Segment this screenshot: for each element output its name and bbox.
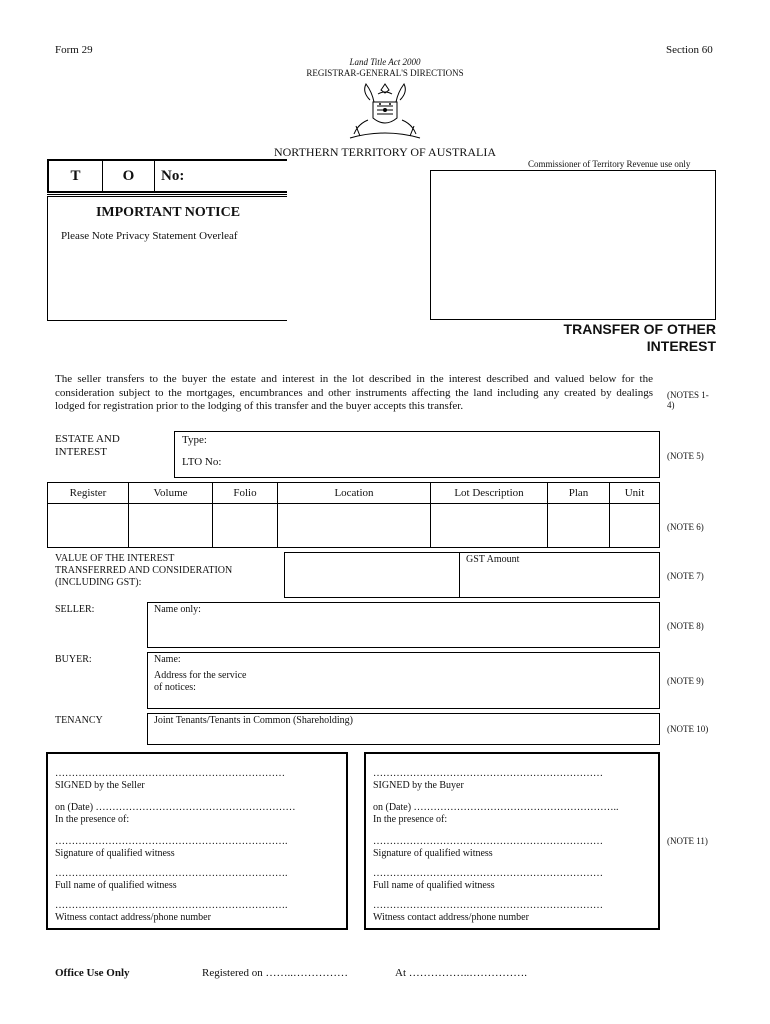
- estate-label-line1: ESTATE AND: [55, 433, 120, 445]
- buyer-witness-signature-label: Signature of qualified witness: [373, 848, 493, 859]
- privacy-note: Please Note Privacy Statement Overleaf: [61, 230, 238, 242]
- seller-witness-signature-label: Signature of qualified witness: [55, 848, 175, 859]
- seller-presence-label: In the presence of:: [55, 814, 130, 825]
- estate-interest-field[interactable]: [174, 431, 660, 478]
- cell-lot-description[interactable]: [431, 504, 548, 548]
- seller-witness-name-line: …………………………………………………………….: [55, 868, 288, 879]
- land-description-table: [47, 482, 660, 548]
- cell-unit[interactable]: [610, 504, 660, 548]
- gst-amount-label: GST Amount: [466, 554, 520, 565]
- buyer-signed-label: SIGNED by the Buyer: [373, 780, 464, 791]
- buyer-date-line: on (Date) ……………………………………………………..: [373, 802, 619, 813]
- buyer-address-label: [154, 670, 246, 694]
- registered-on-line: Registered on ……..……………: [202, 967, 349, 979]
- seller-name-label: Name only:: [154, 604, 201, 615]
- seller-witness-address-line: …………………………………………………………….: [55, 900, 288, 911]
- buyer-signature-line: ……………………………………………………………: [373, 768, 603, 779]
- note-1-4: [667, 390, 709, 410]
- value-field[interactable]: [284, 552, 460, 598]
- buyer-address-line2: of notices:: [154, 682, 196, 693]
- no-label: No:: [161, 168, 185, 184]
- col-lot-description: Lot Description: [431, 483, 548, 504]
- form-title: [430, 321, 716, 355]
- note-10: (NOTE 10): [667, 724, 709, 734]
- note-6: (NOTE 6): [667, 522, 704, 532]
- note-7: (NOTE 7): [667, 571, 704, 581]
- section-number: Section 60: [666, 44, 713, 56]
- buyer-witness-signature-line: ……………………………………………………………: [373, 836, 603, 847]
- form-title-line2: INTEREST: [646, 338, 716, 354]
- t-label: T: [49, 161, 103, 191]
- o-label: O: [103, 161, 155, 191]
- buyer-witness-address-line: ……………………………………………………………: [373, 900, 603, 911]
- intro-paragraph: The seller transfers to the buyer the estate and interest in the lot described in the interest described and valued below for the consideration subject to the mortgages, encumbrances and other instruments affecting the land including any created by dealings lodged for registration prior to the lodging of this transfer and the buyer accepts this transfer.: [55, 373, 653, 412]
- act-title: Land Title Act 2000: [349, 57, 421, 67]
- value-label-line1: VALUE OF THE INTEREST: [55, 553, 175, 564]
- col-register: Register: [48, 483, 129, 504]
- registered-at-line: At ……………..…………….: [395, 967, 527, 979]
- note-1-4-line1: (NOTES 1-: [667, 390, 709, 400]
- seller-name-field[interactable]: [147, 602, 660, 648]
- seller-signature-line: ……………………………………………………………: [55, 768, 285, 779]
- buyer-witness-name-line: ……………………………………………………………: [373, 868, 603, 879]
- value-label: [55, 553, 232, 589]
- type-label: Type:: [182, 434, 207, 446]
- buyer-witness-name-label: Full name of qualified witness: [373, 880, 495, 891]
- cell-volume[interactable]: [129, 504, 213, 548]
- value-label-line2: TRANSFERRED AND CONSIDERATION: [55, 565, 233, 576]
- seller-date-line: on (Date) ……………………………………………………: [55, 802, 296, 813]
- lto-number-label: LTO No:: [182, 456, 222, 468]
- seller-signing-box[interactable]: [46, 752, 348, 930]
- buyer-witness-address-label: Witness contact address/phone number: [373, 912, 529, 923]
- buyer-signing-box[interactable]: [364, 752, 660, 930]
- commissioner-note: Commissioner of Territory Revenue use only: [528, 159, 691, 169]
- buyer-name-label: Name:: [154, 654, 181, 665]
- note-8: (NOTE 8): [667, 621, 704, 631]
- buyer-label: BUYER:: [55, 654, 92, 665]
- tenancy-options-label: Joint Tenants/Tenants in Common (Shareholding): [154, 715, 353, 726]
- seller-signing-content: [55, 768, 296, 924]
- divider: [47, 194, 287, 197]
- note-11: (NOTE 11): [667, 836, 708, 846]
- note-1-4-line2: 4): [667, 400, 675, 410]
- col-volume: Volume: [129, 483, 213, 504]
- important-notice-box: [47, 196, 287, 321]
- value-label-line3: (INCLUDING GST):: [55, 577, 142, 588]
- title-office-number-box: [47, 159, 287, 193]
- estate-label-line2: INTEREST: [55, 446, 107, 458]
- important-notice-title: IMPORTANT NOTICE: [95, 205, 241, 220]
- seller-signed-label: SIGNED by the Seller: [55, 780, 145, 791]
- buyer-signing-content: [373, 768, 619, 924]
- col-plan: Plan: [548, 483, 610, 504]
- cell-folio[interactable]: [213, 504, 278, 548]
- cell-plan[interactable]: [548, 504, 610, 548]
- note-9: (NOTE 9): [667, 676, 704, 686]
- territory-title: NORTHERN TERRITORY OF AUSTRALIA: [273, 145, 497, 159]
- estate-label: [55, 433, 120, 459]
- col-folio: Folio: [213, 483, 278, 504]
- form-number: Form 29: [55, 44, 93, 56]
- tenancy-field[interactable]: [147, 713, 660, 745]
- coat-of-arms-emblem: [340, 80, 430, 144]
- seller-witness-name-label: Full name of qualified witness: [55, 880, 177, 891]
- form-title-line1: TRANSFER OF OTHER: [563, 321, 716, 337]
- office-use-label: Office Use Only: [55, 967, 130, 979]
- buyer-field[interactable]: [147, 652, 660, 709]
- commissioner-use-box[interactable]: [430, 170, 716, 320]
- cell-register[interactable]: [48, 504, 129, 548]
- directions-title: REGISTRAR-GENERAL'S DIRECTIONS: [306, 68, 464, 78]
- col-location: Location: [278, 483, 431, 504]
- col-unit: Unit: [610, 483, 660, 504]
- gst-amount-field[interactable]: [459, 552, 660, 598]
- tenancy-label: TENANCY: [55, 715, 103, 726]
- buyer-address-line1: Address for the service: [154, 670, 247, 681]
- seller-label: SELLER:: [55, 604, 95, 615]
- note-5: (NOTE 5): [667, 451, 704, 461]
- buyer-presence-label: In the presence of:: [373, 814, 448, 825]
- seller-witness-address-label: Witness contact address/phone number: [55, 912, 211, 923]
- seller-witness-signature-line: …………………………………………………………….: [55, 836, 288, 847]
- cell-location[interactable]: [278, 504, 431, 548]
